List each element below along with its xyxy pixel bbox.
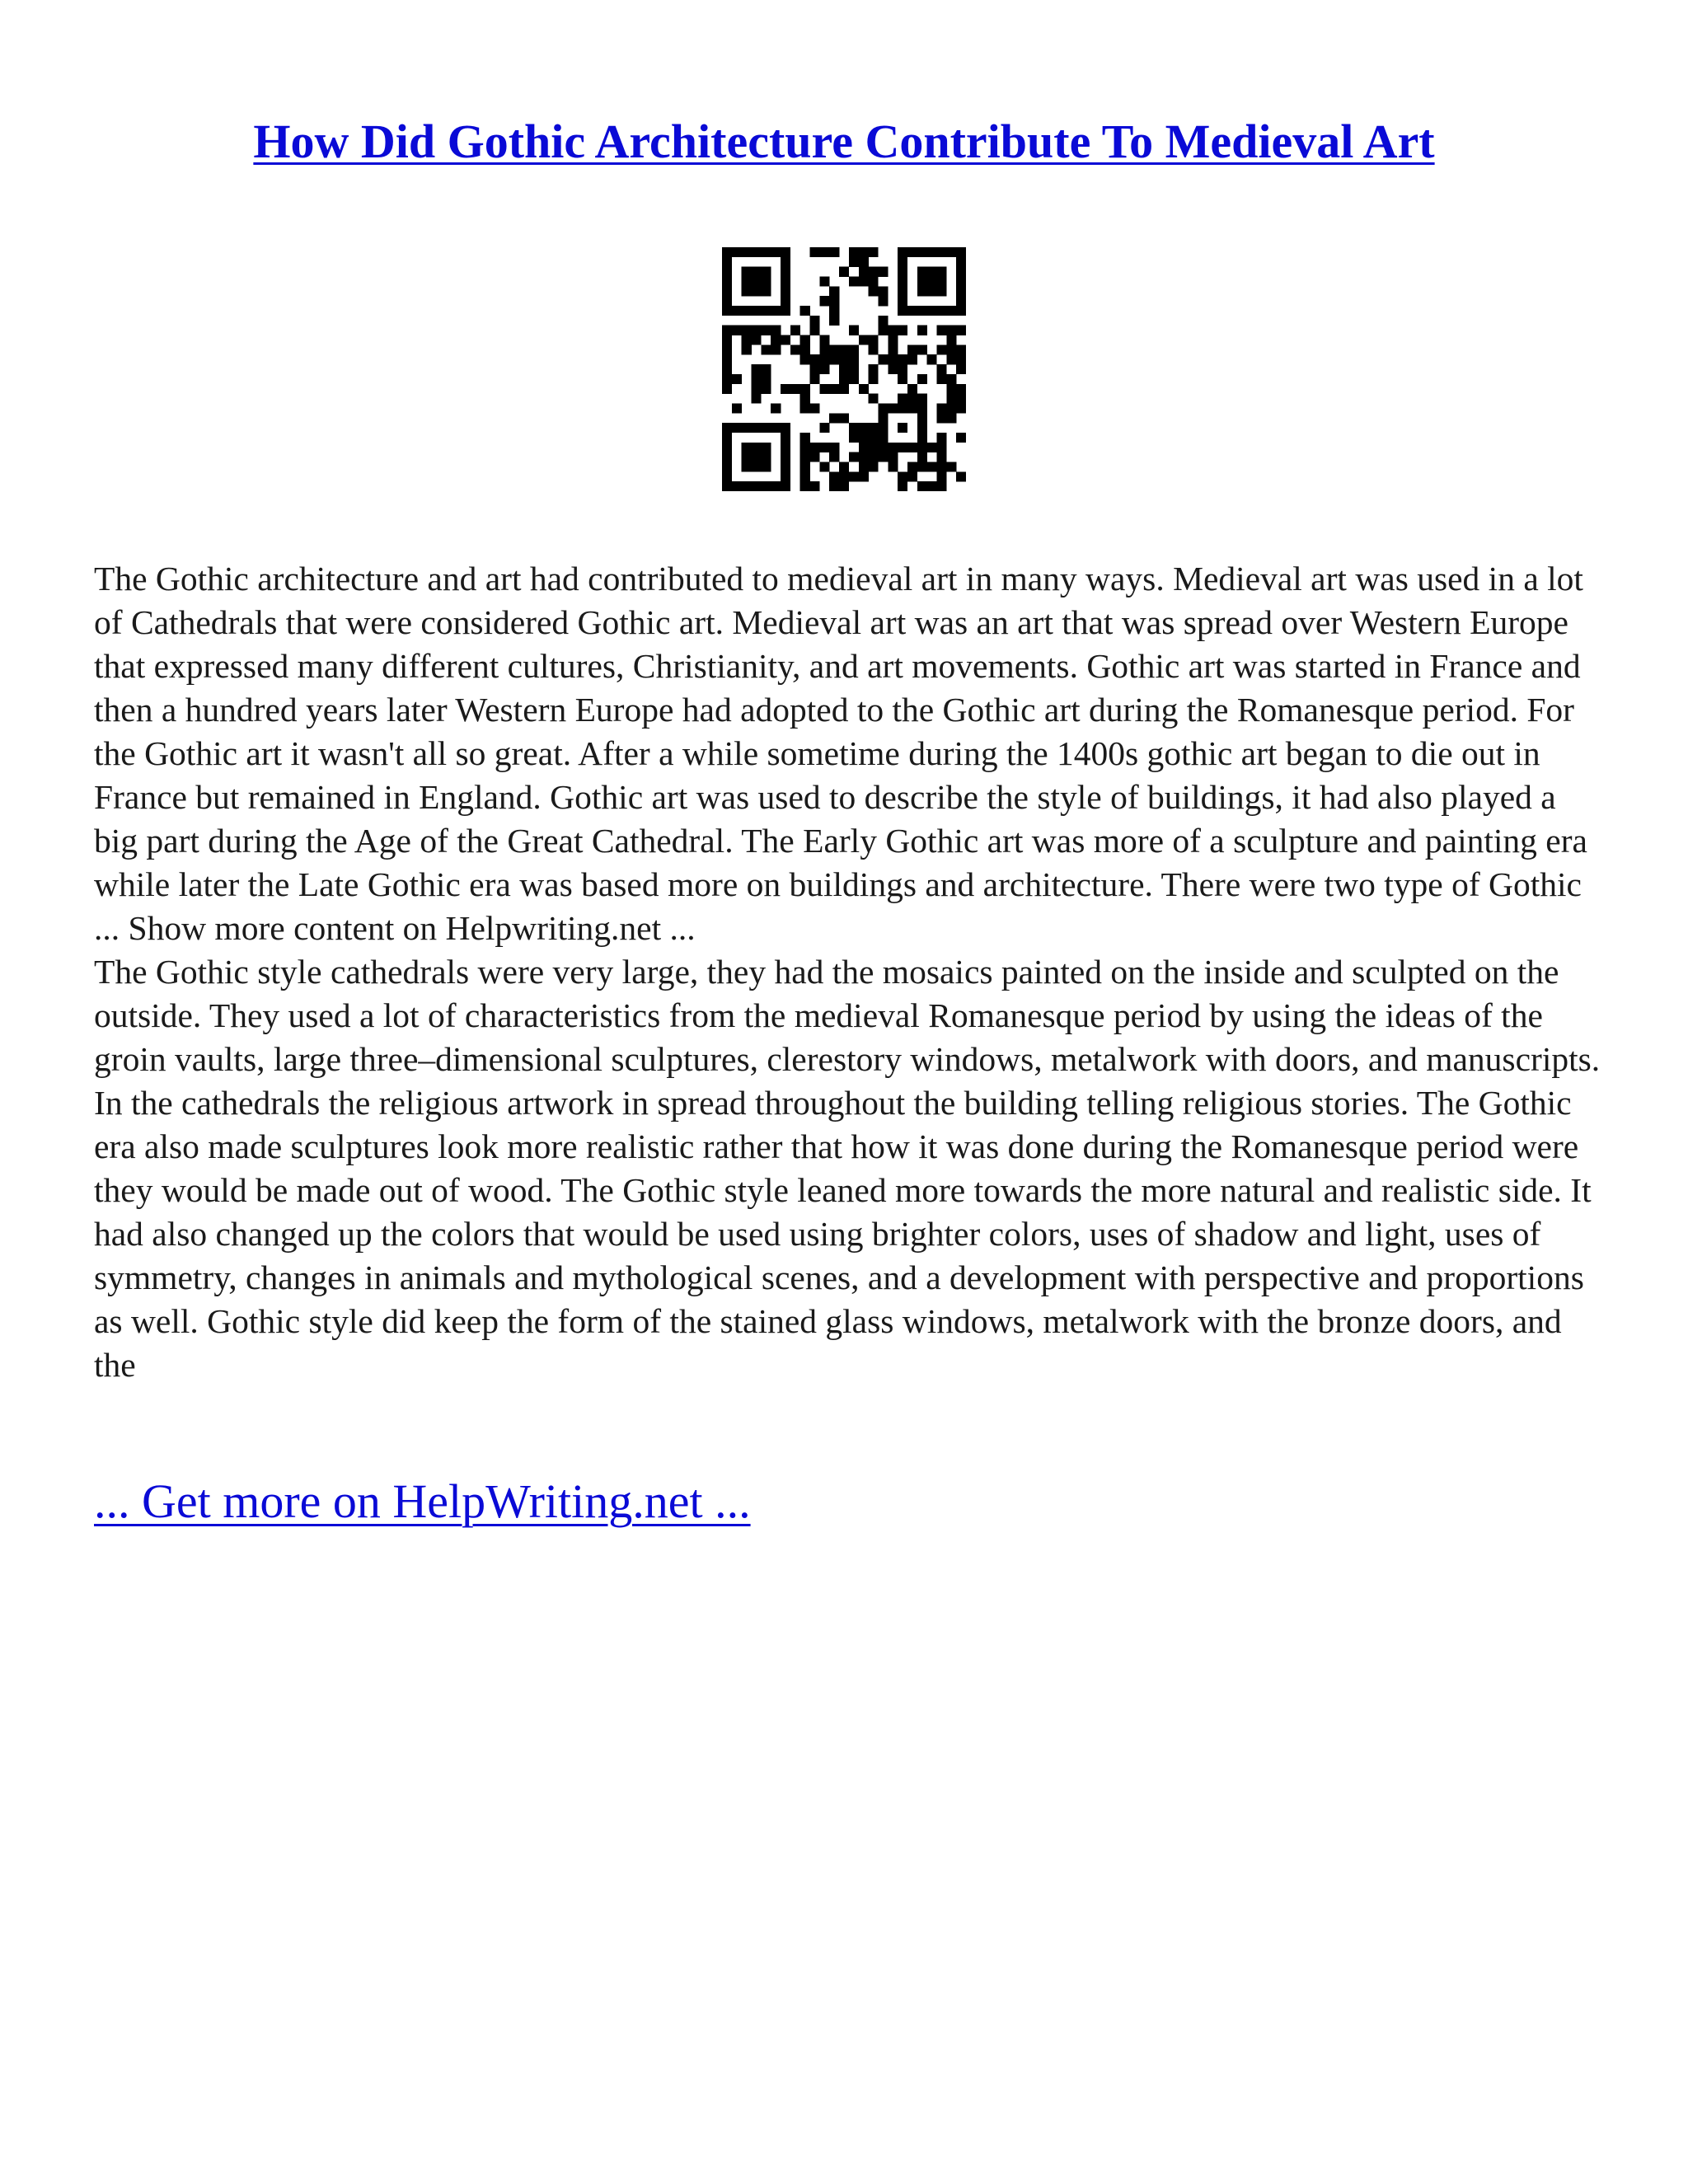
get-more-link[interactable]: ... Get more on HelpWriting.net ... (94, 1474, 751, 1528)
paragraph: The Gothic architecture and art had contributed to medieval art in many ways. Medieval art was used in a lot of Cathedrals that were considered Gothic art. Medieval art was an art that was spread over Western Europe that expressed many different cultures, Christianity, and art movements. Gothic art was started in France and then a hundred years later Western Europe had adopted to the Gothic art during the Romanesque period. For the Gothic art it wasn't all so great. After a while sometime during the 1400s gothic art began to die out in France but remained in England. Gothic art was used to describe the style of buildings, it had also played a big part during the Age of the Great Cathedral. The Early Gothic art was more of a sculpture and painting era while later the Late Gothic era was based more on buildings and architecture. There were two type of Gothic ... Show more content on Helpwriting.net ... (94, 560, 1587, 947)
paragraph: The Gothic style cathedrals were very large, they had the mosaics painted on the inside and sculpted on the outside. They used a lot of characteristics from the medieval Romanesque period by using the ideas of the groin vaults, large three–dimensional sculptures, clerestory windows, metalwork with doors, and manuscripts. In the cathedrals the religious artwork in spread throughout the building telling religious stories. The Gothic era also made sculptures look more realistic rather that how it was done during the Romanesque period were they would be made out of wood. The Gothic style leaned more towards the more natural and realistic side. It had also changed up the colors that would be used using brighter colors, uses of shadow and light, uses of symmetry, changes in animals and mythological scenes, and a development with perspective and proportions as well. Gothic style did keep the form of the stained glass windows, metalwork with the bronze doors, and the (94, 953, 1601, 1384)
get-more-link-wrapper (94, 1475, 751, 1528)
qr-code-icon (722, 247, 966, 491)
article-body (94, 557, 1602, 1387)
page-title (0, 115, 1688, 168)
title-link[interactable]: How Did Gothic Architecture Contribute To Medieval Art (253, 115, 1435, 168)
